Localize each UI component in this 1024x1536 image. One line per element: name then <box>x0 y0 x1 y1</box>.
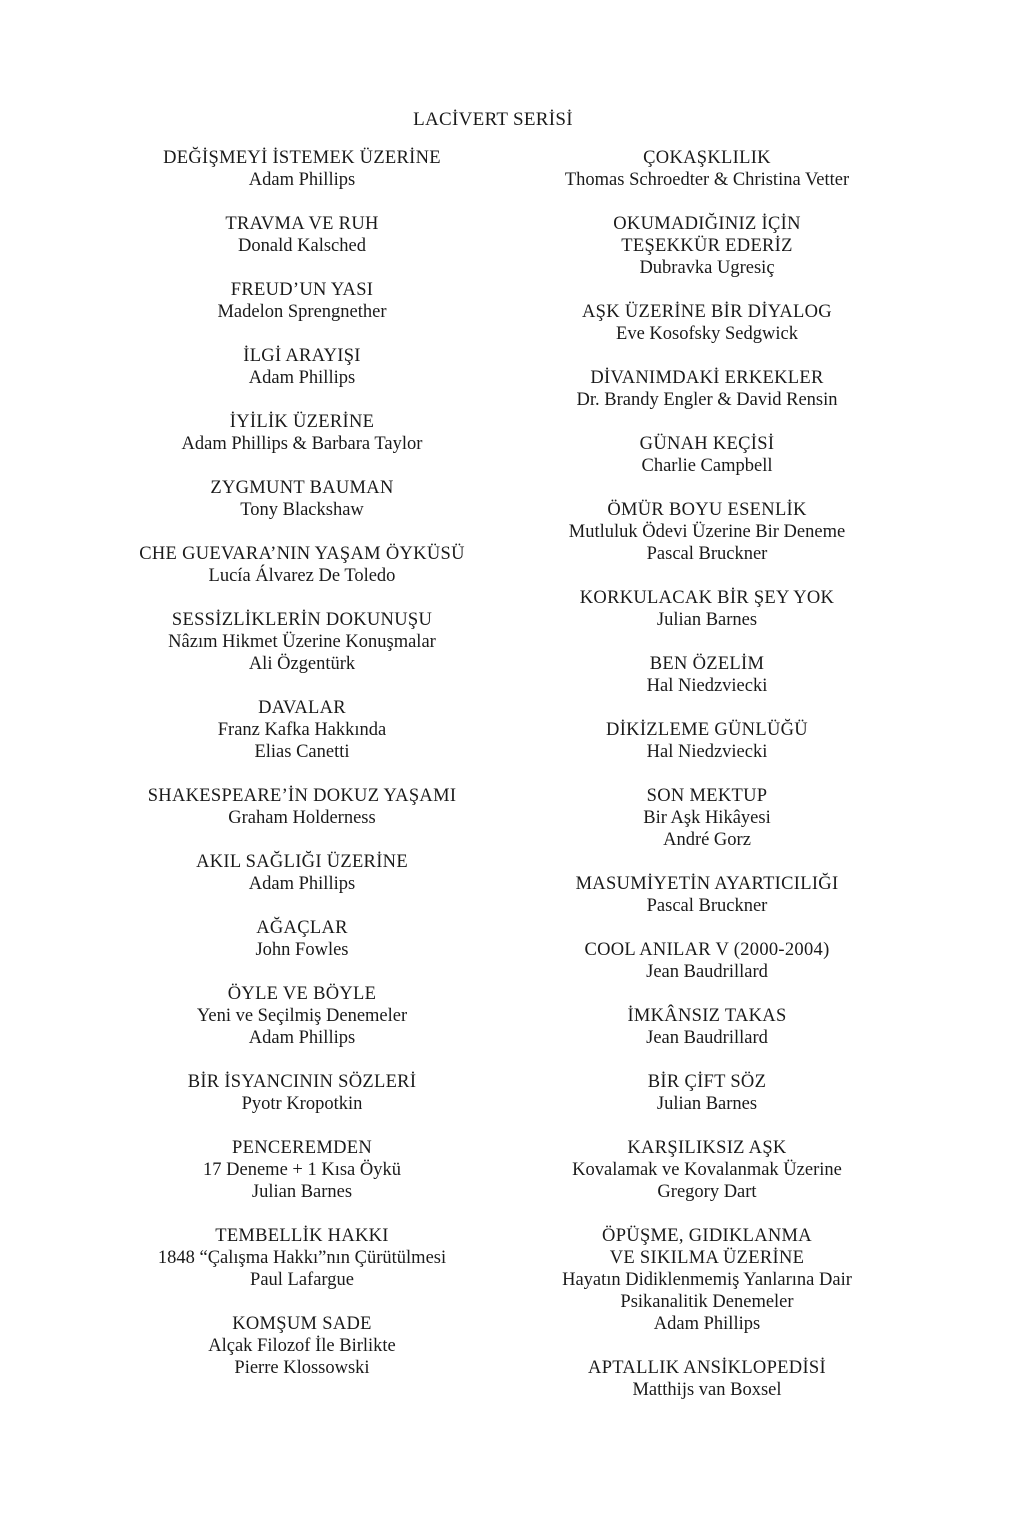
book-author: Elias Canetti <box>254 742 350 762</box>
book-entry <box>102 785 502 829</box>
book-title: AKIL SAĞLIĞI ÜZERİNE <box>196 852 408 872</box>
book-title: DİVANIMDAKİ ERKEKLER <box>590 368 824 388</box>
book-entry <box>102 147 502 191</box>
book-title: GÜNAH KEÇİSİ <box>639 434 775 454</box>
book-author: Paul Lafargue <box>250 1270 354 1290</box>
book-entry <box>507 1005 907 1049</box>
book-title: KARŞILIKSIZ AŞK <box>627 1138 787 1158</box>
book-author: Julian Barnes <box>656 610 758 630</box>
book-entry <box>102 983 502 1049</box>
book-subtitle: 1848 “Çalışma Hakkı”nın Çürütülmesi <box>157 1248 447 1268</box>
book-author: Thomas Schroedter & Christina Vetter <box>564 170 850 190</box>
book-subtitle: Yeni ve Seçilmiş Denemeler <box>196 1006 408 1026</box>
book-title: AŞK ÜZERİNE BİR DİYALOG <box>582 302 832 322</box>
book-title: ÖPÜŞME, GIDIKLANMA <box>602 1226 812 1246</box>
book-entry <box>102 279 502 323</box>
left-column <box>102 147 502 1401</box>
book-author: Lucía Álvarez De Toledo <box>208 566 396 586</box>
book-title: İMKÂNSIZ TAKAS <box>627 1006 787 1026</box>
series-title: LACİVERT SERİSİ <box>413 109 573 130</box>
book-entry <box>102 1071 502 1115</box>
book-title: ÇOKAŞKLILIK <box>643 148 771 168</box>
book-title: KOMŞUM SADE <box>232 1314 372 1334</box>
book-entry <box>507 433 907 477</box>
book-author: Hal Niedzviecki <box>646 676 768 696</box>
book-entry <box>102 609 502 675</box>
book-title: COOL ANILAR V (2000-2004) <box>584 940 830 960</box>
book-entry <box>507 1071 907 1115</box>
book-author: Donald Kalsched <box>238 236 366 256</box>
book-entry <box>102 697 502 763</box>
book-title: İYİLİK ÜZERİNE <box>229 412 375 432</box>
book-author: Hal Niedzviecki <box>646 742 768 762</box>
book-author: Graham Holderness <box>228 808 376 828</box>
book-entry <box>507 785 907 851</box>
book-entry <box>507 939 907 983</box>
book-title: SON MEKTUP <box>646 786 768 806</box>
book-author: John Fowles <box>255 940 349 960</box>
book-author: Eve Kosofsky Sedgwick <box>616 324 798 344</box>
book-entry <box>102 411 502 455</box>
book-title: BİR ÇİFT SÖZ <box>647 1072 767 1092</box>
book-author: André Gorz <box>663 830 751 850</box>
book-entry <box>102 1137 502 1203</box>
book-author: Adam Phillips & Barbara Taylor <box>181 434 423 454</box>
book-entry <box>102 345 502 389</box>
book-title: SESSİZLİKLERİN DOKUNUŞU <box>171 610 433 630</box>
book-entry <box>507 147 907 191</box>
book-title: BİR İSYANCININ SÖZLERİ <box>187 1072 417 1092</box>
book-title: ÖYLE VE BÖYLE <box>227 984 377 1004</box>
book-title: İLGİ ARAYIŞI <box>243 346 361 366</box>
book-author: Adam Phillips <box>248 368 356 388</box>
book-subtitle: Psikanalitik Denemeler <box>620 1292 794 1312</box>
book-entry <box>102 1225 502 1291</box>
book-subtitle: Alçak Filozof İle Birlikte <box>208 1336 396 1356</box>
book-subtitle: Kovalamak ve Kovalanmak Üzerine <box>572 1160 842 1180</box>
book-entry <box>102 543 502 587</box>
book-entry <box>507 873 907 917</box>
book-entry <box>507 1357 907 1401</box>
book-title: PENCEREMDEN <box>232 1138 372 1158</box>
book-title: OKUMADIĞINIZ İÇİN <box>613 214 801 234</box>
book-subtitle: 17 Deneme + 1 Kısa Öykü <box>203 1160 401 1180</box>
book-entry <box>507 653 907 697</box>
book-author: Charlie Campbell <box>641 456 773 476</box>
book-title: ZYGMUNT BAUMAN <box>210 478 394 498</box>
book-author: Dubravka Ugresiç <box>639 258 775 278</box>
book-title: ÖMÜR BOYU ESENLİK <box>607 500 807 520</box>
book-subtitle: Bir Aşk Hikâyesi <box>643 808 771 828</box>
book-title: CHE GUEVARA’NIN YAŞAM ÖYKÜSÜ <box>139 544 465 564</box>
book-entry <box>102 213 502 257</box>
book-title: TRAVMA VE RUH <box>225 214 379 234</box>
book-entry <box>507 213 907 279</box>
book-subtitle: Mutluluk Ödevi Üzerine Bir Deneme <box>568 522 846 542</box>
book-title: AĞAÇLAR <box>256 918 348 938</box>
book-entry <box>507 1137 907 1203</box>
book-title: DİKİZLEME GÜNLÜĞÜ <box>606 720 808 740</box>
book-author: Adam Phillips <box>248 874 356 894</box>
book-title: FREUD’UN YASI <box>230 280 374 300</box>
book-entry <box>507 719 907 763</box>
book-entry <box>102 477 502 521</box>
book-subtitle: Franz Kafka Hakkında <box>217 720 387 740</box>
book-title: VE SIKILMA ÜZERİNE <box>609 1248 805 1268</box>
right-column <box>507 147 907 1423</box>
book-author: Pyotr Kropotkin <box>241 1094 363 1114</box>
book-title: MASUMİYETİN AYARTICILIĞI <box>575 874 839 894</box>
book-author: Gregory Dart <box>657 1182 757 1202</box>
book-subtitle: Nâzım Hikmet Üzerine Konuşmalar <box>168 632 436 652</box>
book-author: Adam Phillips <box>248 1028 356 1048</box>
book-entry <box>507 499 907 565</box>
book-author: Tony Blackshaw <box>240 500 364 520</box>
book-author: Adam Phillips <box>248 170 356 190</box>
book-title: SHAKESPEARE’İN DOKUZ YAŞAMI <box>147 786 457 806</box>
book-entry <box>102 917 502 961</box>
book-entry <box>507 1225 907 1335</box>
book-author: Madelon Sprengnether <box>217 302 387 322</box>
book-title: KORKULACAK BİR ŞEY YOK <box>579 588 835 608</box>
book-author: Pierre Klossowski <box>234 1358 370 1378</box>
book-author: Jean Baudrillard <box>646 1028 768 1048</box>
book-title: TEMBELLİK HAKKI <box>215 1226 389 1246</box>
book-author: Adam Phillips <box>653 1314 761 1334</box>
book-author: Pascal Bruckner <box>646 896 768 916</box>
book-entry <box>102 1313 502 1379</box>
book-author: Julian Barnes <box>251 1182 353 1202</box>
book-title: APTALLIK ANSİKLOPEDİSİ <box>588 1358 826 1378</box>
book-author: Jean Baudrillard <box>646 962 768 982</box>
book-author: Dr. Brandy Engler & David Rensin <box>576 390 838 410</box>
book-subtitle: Hayatın Didiklenmemiş Yanlarına Dair <box>562 1270 852 1290</box>
book-author: Ali Özgentürk <box>248 654 356 674</box>
book-author: Pascal Bruckner <box>646 544 768 564</box>
book-entry <box>507 301 907 345</box>
book-entry <box>102 851 502 895</box>
book-title: BEN ÖZELİM <box>649 654 765 674</box>
book-entry <box>507 367 907 411</box>
book-title: DAVALAR <box>258 698 346 718</box>
book-title: DEĞİŞMEYİ İSTEMEK ÜZERİNE <box>163 148 441 168</box>
book-author: Matthijs van Boxsel <box>632 1380 782 1400</box>
book-author: Julian Barnes <box>656 1094 758 1114</box>
book-entry <box>507 587 907 631</box>
book-title: TEŞEKKÜR EDERİZ <box>621 236 793 256</box>
